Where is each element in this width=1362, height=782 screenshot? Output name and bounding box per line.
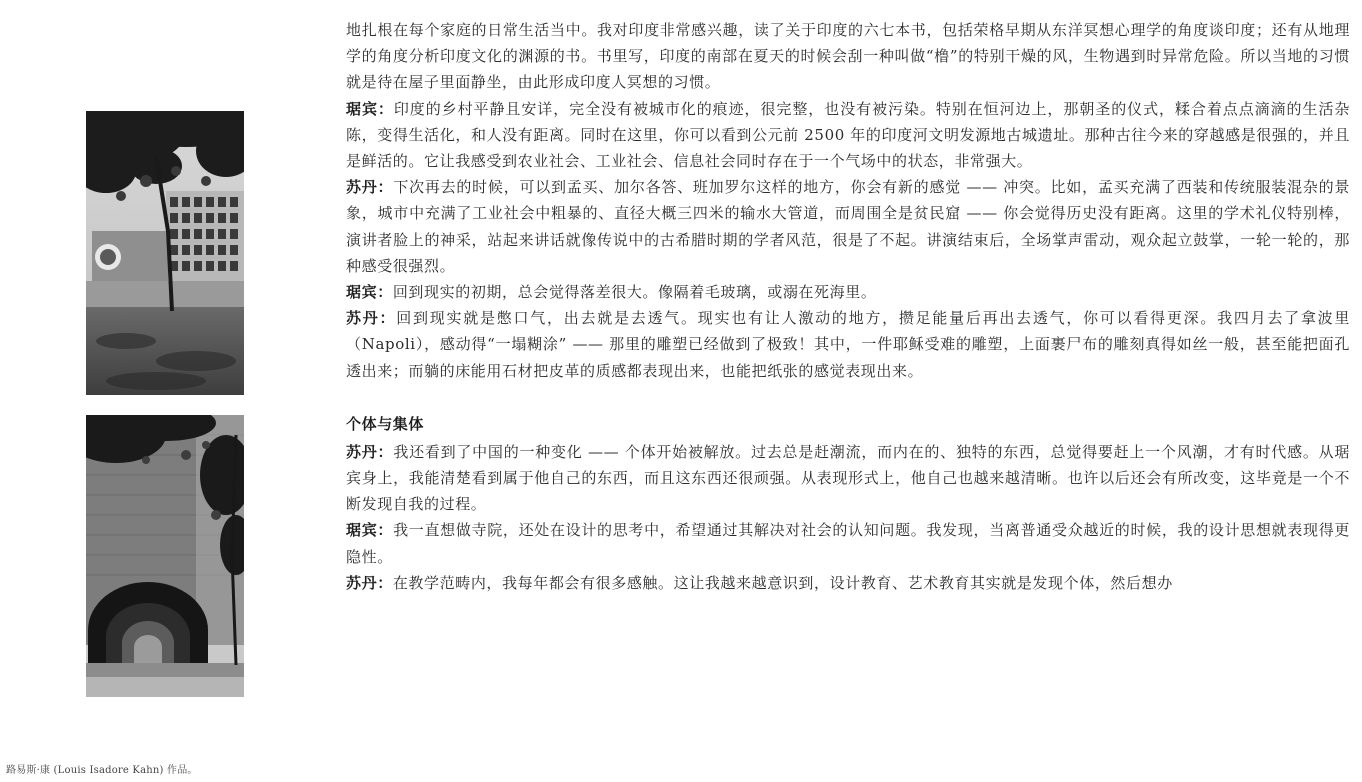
paragraph <box>346 570 1350 596</box>
paragraph <box>346 517 1350 569</box>
photo-kahn-building <box>86 111 244 395</box>
paragraph <box>346 305 1350 384</box>
paragraph <box>346 279 1350 305</box>
paragraph-text: 回到现实的初期，总会觉得落差很大。像隔着毛玻璃，或溺在死海里。 <box>392 283 877 302</box>
speaker-label: 苏丹： <box>346 309 397 328</box>
speaker-label: 苏丹： <box>346 573 393 592</box>
photo-kahn-arches <box>86 415 244 697</box>
paragraph-text: 下次再去的时候，可以到孟买、加尔各答、班加罗尔这样的地方，你会有新的感觉 —— 冲突。比如，孟买充满了西装和传统服装混杂的景象，城市中充满了工业社会中粗暴的、直径大概三四米的输水大管道，而周围全是贫民窟 —— 你会觉得历史没有距离。这里的学术礼仪特别棒，演讲者脸上的神采，站起来讲话就像传说中的古希腊时期的学者风范，很是了不起。讲演结束后，全场掌声雷动，观众起立鼓掌，一轮一轮的，那种感受很强烈。 <box>346 178 1350 275</box>
photo-kahn-building-image <box>86 111 244 395</box>
photo-kahn-arches-image <box>86 415 244 697</box>
section-heading: 个体与集体 <box>346 414 425 433</box>
speaker-label: 琚宾： <box>346 521 394 540</box>
speaker-label: 苏丹： <box>346 178 394 197</box>
paragraph-text: 回到现实就是憋口气，出去就是去透气。现实也有让人激动的地方，攒足能量后再出去透气，你可以看得更深。我四月去了拿波里（Napoli），感动得“一塌糊涂” —— 那里的雕塑已经做到了极致！其中，一件耶稣受难的雕塑，上面裹尸布的雕刻真得如丝一般，甚至能把面孔透出来；而躺的床能用石材把皮革的质感都表现出来，也能把纸张的感觉表现出来。 <box>346 309 1350 380</box>
figure-caption: 路易斯·康 (Louis Isadore Kahn) 作品。 <box>6 765 198 776</box>
speaker-label: 琚宾： <box>346 99 394 118</box>
article-body <box>346 17 1350 596</box>
paragraph <box>346 174 1350 279</box>
paragraph-text: 在教学范畴内，我每年都会有很多感触。这让我越来越意识到，设计教育、艺术教育其实就是发现个体，然后想办 <box>392 573 1173 592</box>
paragraph <box>346 96 1350 175</box>
paragraph-text: 我还看到了中国的一种变化 —— 个体开始被解放。过去总是赶潮流，而内在的、独特的东西，总觉得要赶上一个风潮，才有时代感。从琚宾身上，我能清楚看到属于他自己的东西，而且这东西还很顽强。从表现形式上，他自己也越来越清晰。也许以后还会有所改变，这毕竟是一个不断发现自我的过程。 <box>346 442 1350 514</box>
paragraph <box>346 17 1350 96</box>
paragraph-text: 印度的乡村平静且安详，完全没有被城市化的痕迹，很完整，也没有被污染。特别在恒河边上，那朝圣的仪式，糅合着点点滴滴的生活杂陈，变得生活化，和人没有距离。同时在这里，你可以看到公元前 2500 年的印度河文明发源地古城遗址。那种古往今来的穿越感是很强的，并且是鲜活的。它让我感受到农业社会、工业社会、信息社会同时存在于一个气场中的状态，非常强大。 <box>346 99 1350 171</box>
paragraph-text: 我一直想做寺院，还处在设计的思考中，希望通过其解决对社会的认知问题。我发现，当离普通受众越近的时候，我的设计思想就表现得更隐性。 <box>346 521 1350 566</box>
speaker-label: 琚宾： <box>346 283 393 302</box>
speaker-label: 苏丹： <box>346 442 394 461</box>
paragraph-text: 地扎根在每个家庭的日常生活当中。我对印度非常感兴趣，读了关于印度的六七本书，包括荣格早期从东洋冥想心理学的角度谈印度；还有从地理学的角度分析印度文化的渊源的书。书里写，印度的南部在夏天的时候会刮一种叫做“橹”的特别干燥的风，生物遇到时异常危险。所以当地的习惯就是待在屋子里面静坐，由此形成印度人冥想的习惯。 <box>346 21 1350 92</box>
paragraph <box>346 439 1350 518</box>
